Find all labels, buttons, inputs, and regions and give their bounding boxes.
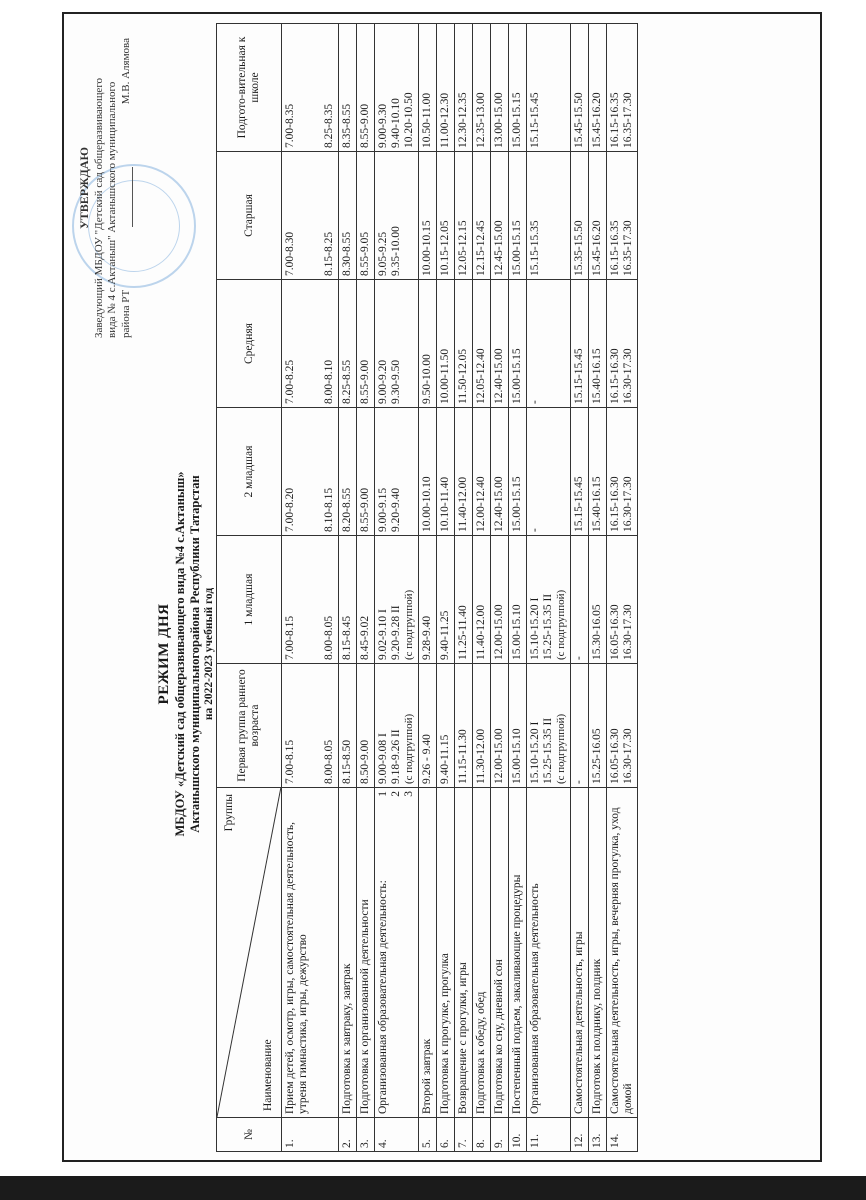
- time-value: 8.15-8.50: [341, 739, 353, 784]
- time-cell: [509, 24, 527, 152]
- time-value: 10.10-11.40: [439, 476, 451, 532]
- header-row: [217, 24, 282, 1152]
- time-value: 15.15-15.35: [529, 220, 541, 276]
- table-row: [473, 24, 491, 1152]
- time-value: 9.35-10.00: [390, 226, 402, 276]
- time-value: 9.00-9.15: [377, 487, 389, 532]
- time-cell: [455, 280, 473, 408]
- time-cell: [437, 152, 455, 280]
- time-value: 15.25-15.35 II: [542, 593, 554, 660]
- table-row: [455, 24, 473, 1152]
- time-cell: [419, 536, 437, 664]
- time-cell: [491, 408, 509, 536]
- time-cell: [509, 664, 527, 788]
- row-number: 13.: [589, 1118, 607, 1152]
- time-cell: [527, 536, 571, 664]
- time-cell: [455, 664, 473, 788]
- time-value: 12.45-15.00: [493, 220, 505, 276]
- header-col-5: Подгото-вительная к школе: [217, 24, 282, 152]
- time-value: 16.35-17.30: [622, 220, 634, 276]
- time-cell: [339, 408, 357, 536]
- time-value: 11.15-11.30: [457, 729, 469, 784]
- time-value: 8.25-8.55: [341, 359, 353, 404]
- time-value: 16.15-16.35: [609, 92, 621, 148]
- time-cell: [589, 408, 607, 536]
- row-name: [473, 788, 491, 1118]
- row-number: 5.: [419, 1118, 437, 1152]
- table-row: [509, 24, 527, 1152]
- time-value: (с подгруппой): [403, 713, 415, 784]
- row-mark: 1: [377, 791, 389, 797]
- row-name: [571, 788, 589, 1118]
- heading-subtitle1: МБДОУ «Детский сад общеразвивающего вида №4 с.Актаныш»: [173, 471, 187, 837]
- rotated-page: [64, 14, 824, 1164]
- time-value: 10.20-10.50: [403, 92, 415, 148]
- time-value: 9.20-9.28 II: [390, 605, 402, 660]
- row-mark: 3: [403, 791, 415, 797]
- time-value: 9.40-11.25: [439, 610, 451, 660]
- row-name: [419, 788, 437, 1118]
- time-cell: [357, 280, 375, 408]
- time-cell: [375, 664, 419, 788]
- time-value: 13.00-15.00: [493, 92, 505, 148]
- row-name: [491, 788, 509, 1118]
- time-cell: [282, 152, 339, 280]
- time-value: 15.45-16.20: [591, 92, 603, 148]
- row-name-text: Постепенный подъем, закаливающие процедуры: [511, 874, 523, 1114]
- header-col-3: Средняя: [217, 280, 282, 408]
- schedule-body: [282, 24, 638, 1152]
- time-cell: [589, 664, 607, 788]
- time-value: 12.05-12.15: [457, 220, 469, 276]
- header-groups: Группы: [223, 794, 235, 832]
- approval-line2: вида № 4 с.Актаныш" Актанышского муниципального: [106, 81, 118, 338]
- time-value: 15.15-15.45: [573, 476, 585, 532]
- table-row: [375, 24, 419, 1152]
- time-cell: [571, 24, 589, 152]
- row-number: 6.: [437, 1118, 455, 1152]
- scanner-bottom-bar: [0, 1176, 866, 1200]
- row-name: [375, 788, 419, 1118]
- time-cell: [607, 24, 638, 152]
- time-value: 11.25-11.40: [457, 605, 469, 660]
- header-col-1: 1 младшая: [217, 536, 282, 664]
- approval-block: [78, 38, 133, 338]
- time-cell: [455, 152, 473, 280]
- row-mark: 2: [390, 791, 402, 797]
- row-name: [527, 788, 571, 1118]
- table-row: [282, 24, 339, 1152]
- time-value: 9.30-9.50: [390, 359, 402, 404]
- time-value: 15.00-15.10: [511, 728, 523, 784]
- time-value: 9.05-9.25: [377, 231, 389, 276]
- table-row: [589, 24, 607, 1152]
- row-name-text: Подготовка ко сну, дневной сон: [493, 959, 505, 1114]
- time-value: 15.40-16.15: [591, 476, 603, 532]
- time-value: 11.40-12.00: [475, 604, 487, 660]
- row-number: 12.: [571, 1118, 589, 1152]
- time-value: (с подгруппой): [555, 589, 567, 660]
- time-cell: [491, 152, 509, 280]
- time-cell: [419, 664, 437, 788]
- row-name-text: Подготовк к полднику, полдник: [591, 958, 603, 1114]
- row-name-text: Организованная образовательная деятельность:: [377, 880, 389, 1114]
- time-value: 16.05-16.30: [609, 604, 621, 660]
- row-name: [437, 788, 455, 1118]
- time-value: 9.28-9.40: [421, 615, 433, 660]
- time-cell: [527, 280, 571, 408]
- time-value: 9.20-9.40: [390, 487, 402, 532]
- time-cell: [509, 408, 527, 536]
- time-cell: [437, 536, 455, 664]
- row-name-text: Возвращение с прогулки, игры: [457, 962, 469, 1114]
- schedule-table: [216, 23, 638, 1152]
- time-value: 15.40-16.15: [591, 348, 603, 404]
- table-row: [419, 24, 437, 1152]
- signature-row: [120, 38, 133, 338]
- document-heading: [156, 294, 215, 1014]
- time-cell: [357, 24, 375, 152]
- time-value: 8.55-9.00: [359, 103, 371, 148]
- time-cell: [473, 152, 491, 280]
- time-cell: [282, 664, 339, 788]
- time-cell: [282, 24, 339, 152]
- signature-line: [120, 167, 133, 227]
- time-cell: [339, 536, 357, 664]
- time-value: 15.00-15.15: [511, 476, 523, 532]
- time-value: 12.15-12.45: [475, 220, 487, 276]
- time-value: 9.40-11.15: [439, 734, 451, 784]
- row-name-text: Организованная образовательная деятельность: [529, 883, 541, 1114]
- row-name-text: Самостоятельная деятельность, игры: [573, 931, 585, 1114]
- time-value: 11.50-12.05: [457, 348, 469, 404]
- row-name-text: Подготовка к обеду, обед: [475, 991, 487, 1114]
- time-cell: [357, 152, 375, 280]
- time-cell: [437, 280, 455, 408]
- page-title: РЕЖИМ ДНЯ: [156, 603, 172, 705]
- time-cell: [455, 536, 473, 664]
- time-value: 10.50-11.00: [421, 92, 433, 148]
- time-value: 8.50-9.00: [359, 739, 371, 784]
- time-cell: [339, 280, 357, 408]
- approval-signer: М.В. Алямова: [120, 38, 132, 105]
- time-value: 9.18-9.26 II: [390, 729, 402, 784]
- time-cell: [339, 24, 357, 152]
- table-row: [607, 24, 638, 1152]
- row-name: [607, 788, 638, 1118]
- time-cell: [282, 408, 339, 536]
- time-value: 15.25-15.35 II: [542, 717, 554, 784]
- row-name: [589, 788, 607, 1118]
- row-name: [455, 788, 473, 1118]
- time-value: 9.00-9.30: [377, 103, 389, 148]
- time-value: 11.30-12.00: [475, 728, 487, 784]
- time-cell: [589, 280, 607, 408]
- time-cell: [282, 280, 339, 408]
- time-cell: [491, 24, 509, 152]
- time-value: 10.00-10.10: [421, 476, 433, 532]
- time-value: 9.00-9.20: [377, 359, 389, 404]
- time-value: 15.35-15.50: [573, 220, 585, 276]
- row-name-text: Второй завтрак: [421, 1038, 433, 1114]
- time-value: 15.15-15.45: [529, 92, 541, 148]
- time-value: 12.40-15.00: [493, 476, 505, 532]
- time-cell: [473, 664, 491, 788]
- time-cell: [607, 152, 638, 280]
- time-value: -: [529, 400, 541, 404]
- approval-line3: района РТ: [120, 289, 132, 338]
- time-value: 8.00-8.05: [323, 739, 335, 784]
- time-cell: [455, 24, 473, 152]
- time-value: 15.00-15.15: [511, 220, 523, 276]
- time-cell: [339, 152, 357, 280]
- time-value: 15.30-16.05: [591, 604, 603, 660]
- header-col-2: 2 младшая: [217, 408, 282, 536]
- time-cell: [527, 24, 571, 152]
- time-value: 8.00-8.10: [323, 359, 335, 404]
- time-value: 12.00-15.00: [493, 728, 505, 784]
- time-cell: [357, 408, 375, 536]
- time-cell: [437, 664, 455, 788]
- time-value: 9.40-10.10: [390, 98, 402, 148]
- time-value: 7.00-8.30: [284, 231, 296, 276]
- time-cell: [527, 152, 571, 280]
- time-value: 8.15-8.25: [323, 231, 335, 276]
- time-value: 7.00-8.15: [284, 739, 296, 784]
- time-value: 16.35-17.30: [622, 92, 634, 148]
- row-number: 8.: [473, 1118, 491, 1152]
- time-value: 9.50-10.00: [421, 354, 433, 404]
- time-value: 9.00-9.08 I: [377, 733, 389, 784]
- heading-subtitle2: Актанышского муниципальногорайона Республики Татарстан: [188, 475, 202, 833]
- approval-line1: Заведующий МБДОУ "Детский сад общеразвивающего: [93, 77, 105, 338]
- time-value: 15.45-15.50: [573, 92, 585, 148]
- time-cell: [589, 24, 607, 152]
- time-value: 15.15-15.45: [573, 348, 585, 404]
- time-value: 8.35-8.55: [341, 103, 353, 148]
- time-cell: [607, 664, 638, 788]
- time-value: 8.25-8.35: [323, 103, 335, 148]
- time-cell: [509, 152, 527, 280]
- time-cell: [571, 152, 589, 280]
- time-value: 16.15-16.30: [609, 348, 621, 404]
- time-cell: [419, 24, 437, 152]
- time-value: 8.55-9.00: [359, 359, 371, 404]
- time-cell: [339, 664, 357, 788]
- time-value: 10.00-10.15: [421, 220, 433, 276]
- time-value: 7.00-8.20: [284, 487, 296, 532]
- row-number: 11.: [527, 1118, 571, 1152]
- header-diagonal-cell: [217, 788, 282, 1118]
- time-cell: [491, 664, 509, 788]
- time-value: 12.35-13.00: [475, 92, 487, 148]
- time-value: 15.00-15.15: [511, 348, 523, 404]
- table-row: [527, 24, 571, 1152]
- time-value: 15.45-16.20: [591, 220, 603, 276]
- time-value: 10.00-11.50: [439, 348, 451, 404]
- time-cell: [357, 536, 375, 664]
- time-value: 7.00-8.15: [284, 615, 296, 660]
- table-row: [571, 24, 589, 1152]
- time-value: 7.00-8.35: [284, 103, 296, 148]
- time-cell: [375, 536, 419, 664]
- time-value: 8.55-9.05: [359, 231, 371, 276]
- row-name: [339, 788, 357, 1118]
- time-cell: [473, 280, 491, 408]
- time-cell: [473, 408, 491, 536]
- time-value: 11.00-12.30: [439, 92, 451, 148]
- row-number: 14.: [607, 1118, 638, 1152]
- time-value: 15.10-15.20 I: [529, 597, 541, 660]
- time-value: 12.40-15.00: [493, 348, 505, 404]
- time-cell: [491, 536, 509, 664]
- time-cell: [589, 536, 607, 664]
- row-name-text: Прием детей, осмотр, игры, самостоятельная деятельность, утреня гимнастика, игры, дежурство: [284, 821, 309, 1114]
- time-cell: [455, 408, 473, 536]
- table-row: [339, 24, 357, 1152]
- time-cell: [357, 664, 375, 788]
- time-value: 16.30-17.30: [622, 348, 634, 404]
- time-value: 16.30-17.30: [622, 604, 634, 660]
- time-cell: [571, 408, 589, 536]
- time-value: 8.15-8.45: [341, 615, 353, 660]
- time-cell: [375, 152, 419, 280]
- time-value: 8.45-9.02: [359, 615, 371, 660]
- time-value: 8.20-8.55: [341, 487, 353, 532]
- time-cell: [375, 408, 419, 536]
- header-num: №: [217, 1118, 282, 1152]
- time-value: 12.05-12.40: [475, 348, 487, 404]
- time-value: -: [573, 780, 585, 784]
- row-name-text: Подготовка к прогулке, прогулка: [439, 953, 451, 1114]
- time-cell: [491, 280, 509, 408]
- time-value: 12.30-12.35: [457, 92, 469, 148]
- time-cell: [473, 24, 491, 152]
- row-name-text: Подготовка к завтраку, завтрак: [341, 963, 353, 1114]
- time-cell: [437, 24, 455, 152]
- row-name: [509, 788, 527, 1118]
- time-value: 16.30-17.30: [622, 728, 634, 784]
- header-name: Наименование: [262, 1039, 274, 1111]
- table-row: [491, 24, 509, 1152]
- time-value: 8.10-8.15: [323, 487, 335, 532]
- time-value: 7.00-8.25: [284, 359, 296, 404]
- time-value: (с подгруппой): [403, 589, 415, 660]
- time-value: 16.15-16.35: [609, 220, 621, 276]
- table-row: [357, 24, 375, 1152]
- time-value: 15.00-15.15: [511, 92, 523, 148]
- time-cell: [419, 152, 437, 280]
- row-name-text: Самостоятельная деятельность, игры, вечерняя прогулка, уход домой: [609, 807, 634, 1114]
- time-cell: [527, 408, 571, 536]
- time-cell: [473, 536, 491, 664]
- approval-title: УТВЕРЖДАЮ: [77, 146, 91, 230]
- row-name: [357, 788, 375, 1118]
- time-cell: [607, 280, 638, 408]
- time-value: 8.30-8.55: [341, 231, 353, 276]
- header-col-0: Первая группа раннего возраста: [217, 664, 282, 788]
- document-frame: [62, 12, 822, 1162]
- time-cell: [589, 152, 607, 280]
- time-value: 12.00-12.40: [475, 476, 487, 532]
- time-value: 16.30-17.30: [622, 476, 634, 532]
- row-number: 10.: [509, 1118, 527, 1152]
- row-name: [282, 788, 339, 1118]
- time-value: 16.15-16.30: [609, 476, 621, 532]
- time-value: -: [529, 528, 541, 532]
- time-cell: [375, 280, 419, 408]
- time-cell: [527, 664, 571, 788]
- row-number: 1.: [282, 1118, 339, 1152]
- time-value: 11.40-12.00: [457, 476, 469, 532]
- time-value: 9.26 - 9.40: [421, 734, 433, 784]
- table-row: [437, 24, 455, 1152]
- time-cell: [607, 408, 638, 536]
- row-number: 7.: [455, 1118, 473, 1152]
- time-value: 15.25-16.05: [591, 728, 603, 784]
- time-value: 16.05-16.30: [609, 728, 621, 784]
- time-cell: [509, 536, 527, 664]
- time-cell: [419, 408, 437, 536]
- time-value: 15.00-15.10: [511, 604, 523, 660]
- time-value: 10.15-12.05: [439, 220, 451, 276]
- time-value: -: [573, 656, 585, 660]
- time-cell: [571, 280, 589, 408]
- row-number: 3.: [357, 1118, 375, 1152]
- row-number: 2.: [339, 1118, 357, 1152]
- time-value: 12.00-15.00: [493, 604, 505, 660]
- header-col-4: Старшая: [217, 152, 282, 280]
- time-value: 8.55-9.00: [359, 487, 371, 532]
- heading-year: на 2022-2023 учебный год: [203, 587, 215, 721]
- time-cell: [509, 280, 527, 408]
- time-cell: [571, 664, 589, 788]
- time-value: 15.10-15.20 I: [529, 721, 541, 784]
- time-cell: [419, 280, 437, 408]
- time-value: (с подгруппой): [555, 713, 567, 784]
- time-value: 8.00-8.05: [323, 615, 335, 660]
- row-number: 4.: [375, 1118, 419, 1152]
- row-name-text: Подготовка к организованной деятельности: [359, 899, 371, 1114]
- time-cell: [282, 536, 339, 664]
- time-cell: [375, 24, 419, 152]
- time-value: 9.02-9.10 I: [377, 609, 389, 660]
- time-cell: [437, 408, 455, 536]
- row-number: 9.: [491, 1118, 509, 1152]
- time-cell: [607, 536, 638, 664]
- time-cell: [571, 536, 589, 664]
